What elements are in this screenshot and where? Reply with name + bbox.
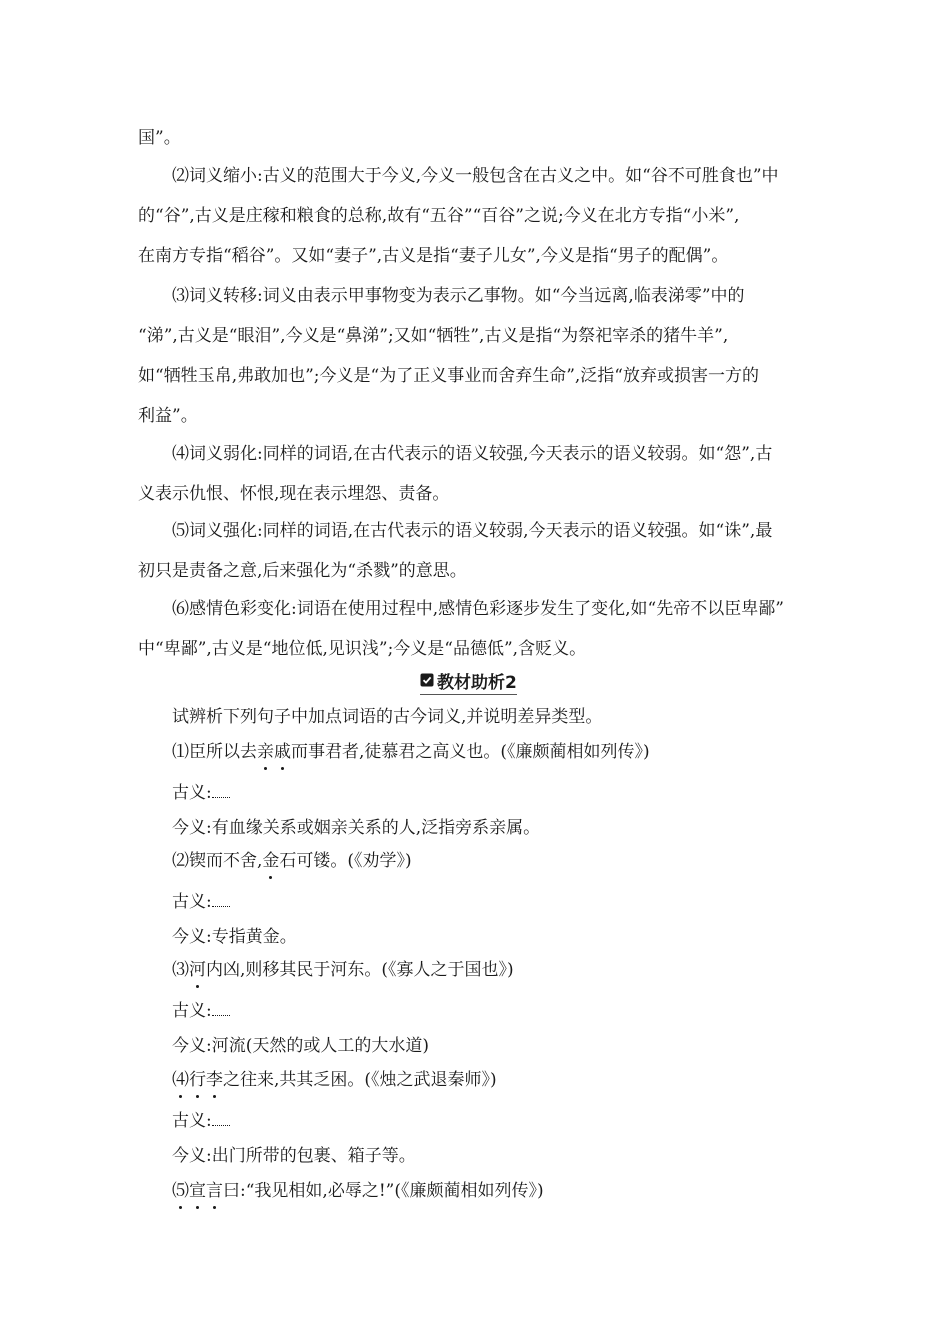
paragraph-line: ⑶词义转移:词义由表示甲事物变为表示乙事物。如“今当远离,临表涕零”中的 [172, 286, 745, 306]
ancient-meaning-row: 古义: [172, 782, 818, 804]
ancient-meaning-row: 古义: [172, 1110, 818, 1132]
exercise-instruction: 试辨析下列句子中加点词语的古今词义,并说明差异类型。 [172, 707, 603, 727]
exercise-sentence: ⑸宣言曰:“我见相如,必辱之!”(《廉颇蔺相如列传》) [172, 1181, 544, 1201]
modern-meaning-row: 今义:专指黄金。 [172, 927, 297, 947]
exercise-sentence: ⑷行李之往来,共其乏困。(《烛之武退秦师》) [172, 1070, 497, 1090]
section-heading [420, 668, 517, 695]
emphasized-char: 戚 [274, 742, 291, 762]
answer-blank[interactable] [212, 1115, 230, 1126]
checkbox-icon [420, 673, 434, 687]
paragraph-line: 利益”。 [138, 406, 198, 426]
exercise-sentence: ⑵锲而不舍,金石可镂。(《劝学》) [172, 851, 412, 871]
exercise-sentence: ⑴臣所以去亲戚而事君者,徒慕君之高义也。(《廉颇蔺相如列传》) [172, 742, 650, 762]
paragraph-line: 的“谷”,古义是庄稼和粮食的总称,故有“五谷”“百谷”之说;今义在北方专指“小米”, [138, 206, 740, 226]
paragraph-line: “涕”,古义是“眼泪”,今义是“鼻涕”;又如“牺牲”,古义是指“为祭祀宰杀的猪牛羊”, [138, 326, 729, 346]
emphasized-char: 言 [206, 1181, 223, 1201]
emphasized-char: ⑸ [172, 1181, 189, 1201]
emphasized-char: ⑷ [172, 1070, 189, 1090]
paragraph-line: ⑵词义缩小:古义的范围大于今义,今义一般包含在古义之中。如“谷不可胜食也”中 [172, 166, 779, 186]
paragraph-line: 在南方专指“稻谷”。又如“妻子”,古义是指“妻子儿女”,今义是指“男子的配偶”。 [138, 246, 729, 266]
paragraph-line: 如“牺牲玉帛,弗敢加也”;今义是“为了正义事业而舍弃生命”,泛指“放弃或损害一方的 [138, 366, 759, 386]
answer-blank[interactable] [212, 1005, 230, 1016]
paragraph-line: ⑸词义强化:同样的词语,在古代表示的语义较弱,今天表示的语义较强。如“诛”,最 [172, 521, 773, 541]
answer-blank[interactable] [212, 896, 230, 907]
answer-blank[interactable] [212, 787, 230, 798]
emphasized-char: 李 [206, 1070, 223, 1090]
paragraph-line: ⑹感情色彩变化:词语在使用过程中,感情色彩逐步发生了变化,如“先帝不以臣卑鄙” [172, 599, 784, 619]
paragraph-line: 初只是责备之意,后来强化为“杀戮”的意思。 [138, 561, 467, 581]
section-title: 教材助析2 [437, 672, 517, 693]
modern-meaning-row: 今义:河流(天然的或人工的大水道) [172, 1036, 429, 1056]
paragraph-line: 国”。 [138, 128, 181, 148]
emphasized-char: 亲 [257, 742, 274, 762]
emphasized-char: 行 [189, 1070, 206, 1090]
emphasized-char: 宣 [189, 1181, 206, 1201]
emphasized-char: 河 [189, 960, 206, 980]
paragraph-line: 中“卑鄙”,古义是“地位低,见识浅”;今义是“品德低”,含贬义。 [138, 639, 587, 659]
ancient-meaning-row: 古义: [172, 891, 818, 913]
ancient-meaning-row: 古义: [172, 1000, 818, 1022]
paragraph-line: 义表示仇恨、怀恨,现在表示埋怨、责备。 [138, 484, 450, 504]
modern-meaning-row: 今义:出门所带的包裹、箱子等。 [172, 1146, 416, 1166]
paragraph-line: ⑷词义弱化:同样的词语,在古代表示的语义较强,今天表示的语义较弱。如“怨”,古 [172, 444, 773, 464]
exercise-sentence: ⑶河内凶,则移其民于河东。(《寡人之于国也》) [172, 960, 514, 980]
modern-meaning-row: 今义:有血缘关系或姻亲关系的人,泛指旁系亲属。 [172, 818, 541, 838]
emphasized-char: 金 [262, 851, 280, 871]
